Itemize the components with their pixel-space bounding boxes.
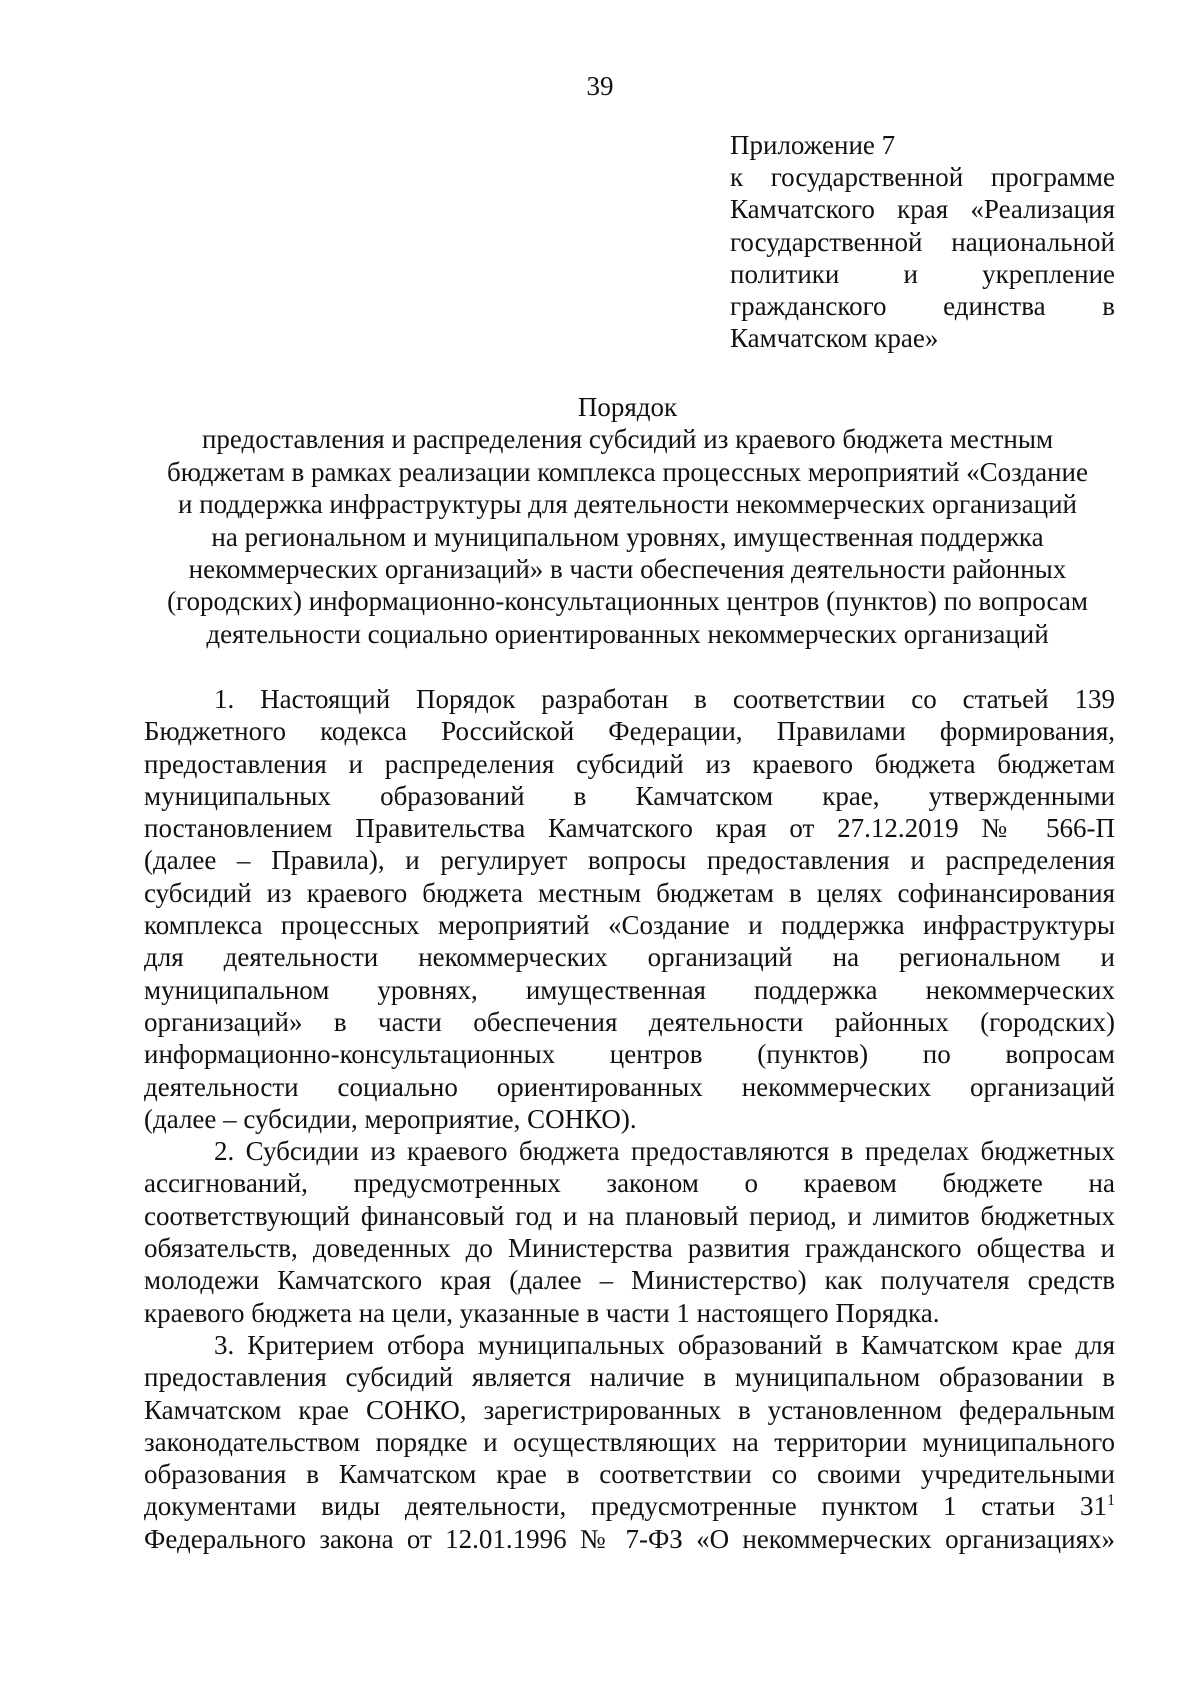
- paragraph-line: (далее – Правила), и регулирует вопросы предоставления и распределения: [144, 845, 1115, 876]
- title-heading: Порядок: [577, 392, 678, 422]
- appendix-line: Приложение 7: [730, 130, 896, 160]
- appendix-line: государственной национальной: [730, 226, 1115, 257]
- paragraph-line: муниципальном уровнях, имущественная поддержка некоммерческих: [144, 974, 1115, 1005]
- paragraph-3: [144, 1329, 1115, 1555]
- paragraph-line: (далее – субсидии, мероприятие, СОНКО).: [144, 1103, 637, 1134]
- appendix-line: к государственной программе: [730, 162, 1115, 193]
- appendix-line: гражданского единства в: [730, 291, 1115, 322]
- title-line: деятельности социально ориентированных некоммерческих организаций: [206, 618, 1049, 649]
- page-number: 39: [586, 71, 614, 101]
- paragraph-line: обязательств, доведенных до Министерства развития гражданского общества и: [144, 1233, 1115, 1264]
- paragraph-line: комплекса процессных мероприятий «Создание и поддержка инфраструктуры: [144, 910, 1115, 941]
- paragraph-line: [144, 1490, 1115, 1522]
- title-line: некоммерческих организаций» в части обеспечения деятельности районных: [188, 554, 1067, 585]
- paragraph-line: Федерального закона от 12.01.1996 № 7-ФЗ «О некоммерческих организациях»: [144, 1523, 1115, 1554]
- paragraph-line: краевого бюджета на цели, указанные в части 1 настоящего Порядка.: [144, 1297, 940, 1328]
- paragraph-line: законодательством порядке и осуществляющих на территории муниципального: [144, 1426, 1115, 1457]
- paragraph-line: предоставления субсидий является наличие в муниципальном образовании в: [144, 1362, 1115, 1393]
- appendix-line: Камчатском крае»: [730, 323, 939, 354]
- paragraph-line: Бюджетного кодекса Российской Федерации, Правилами формирования,: [144, 716, 1115, 747]
- paragraph-line: деятельности социально ориентированных некоммерческих организаций: [144, 1071, 1115, 1102]
- paragraph-line: образования в Камчатском крае в соответствии со своими учредительными: [144, 1459, 1115, 1490]
- title-line: (городских) информационно-консультационных центров (пунктов) по вопросам: [167, 586, 1088, 617]
- paragraph-2: [144, 1135, 1115, 1329]
- paragraph-line: информационно-консультационных центров (пунктов) по вопросам: [144, 1039, 1115, 1070]
- paragraph-line: 1. Настоящий Порядок разработан в соответствии со статьей 139: [214, 684, 1115, 714]
- title-line: на региональном и муниципальном уровнях, имущественная поддержка: [211, 521, 1044, 552]
- appendix-line: Камчатского края «Реализация: [730, 194, 1115, 225]
- paragraph-line: муниципальных образований в Камчатском крае, утвержденными: [144, 780, 1115, 811]
- paragraph-line: ассигнований, предусмотренных законом о краевом бюджете на: [144, 1168, 1115, 1199]
- paragraph-line: 2. Субсидии из краевого бюджета предоставляются в пределах бюджетных: [214, 1136, 1115, 1167]
- paragraph-line: постановлением Правительства Камчатского края от 27.12.2019 № 566-П: [144, 813, 1115, 844]
- appendix-line: политики и укрепление: [730, 258, 1115, 289]
- title-line: и поддержка инфраструктуры для деятельности некоммерческих организаций: [178, 489, 1077, 520]
- paragraph-line: 3. Критерием отбора муниципальных образований в Камчатском крае для: [214, 1329, 1115, 1360]
- document-title: [140, 391, 1115, 650]
- superscript: 1: [1107, 1492, 1115, 1510]
- title-line: предоставления и распределения субсидий из краевого бюджета местным: [201, 424, 1054, 455]
- paragraph-line: для деятельности некоммерческих организаций на региональном и: [144, 942, 1115, 973]
- paragraph-line: Камчатском крае СОНКО, зарегистрированных в установленном федеральным: [144, 1394, 1115, 1425]
- title-line: бюджетам в рамках реализации комплекса процессных мероприятий «Создание: [167, 456, 1088, 487]
- paragraph-line: молодежи Камчатского края (далее – Министерство) как получателя средств: [144, 1265, 1115, 1296]
- paragraph-1: [144, 683, 1115, 1135]
- paragraph-line-text: документами виды деятельности, предусмотренные пунктом 1 статьи 31: [144, 1491, 1107, 1522]
- paragraph-line: организаций» в части обеспечения деятельности районных (городских): [144, 1006, 1115, 1037]
- paragraph-line: субсидий из краевого бюджета местным бюджетам в целях софинансирования: [144, 877, 1115, 908]
- paragraph-line: соответствующий финансовый год и на плановый период, и лимитов бюджетных: [144, 1200, 1115, 1231]
- document-body: [144, 683, 1115, 1555]
- appendix-block: [730, 129, 1115, 354]
- paragraph-line: предоставления и распределения субсидий из краевого бюджета бюджетам: [144, 748, 1115, 779]
